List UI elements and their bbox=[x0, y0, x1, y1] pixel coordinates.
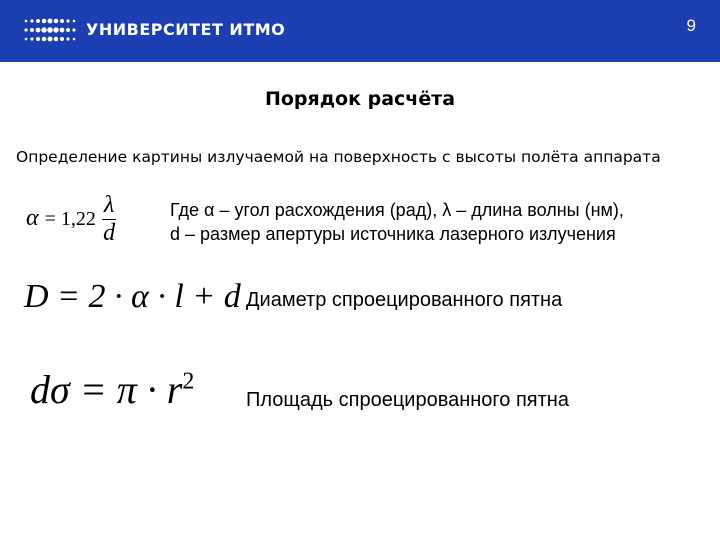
header-bar bbox=[0, 0, 720, 62]
formula-fraction bbox=[102, 192, 116, 247]
description-line-2: d – размер апертуры источника лазерного излучения bbox=[170, 224, 616, 244]
itmo-logo-icon bbox=[22, 15, 78, 45]
slide-title: Порядок расчёта bbox=[264, 88, 456, 110]
university-name: УНИВЕРСИТЕТ ИТМО bbox=[86, 20, 286, 39]
page-number: 9 bbox=[686, 16, 696, 35]
slide-subtitle: Определение картины излучаемой на поверхность с высоты полёта аппарата bbox=[16, 148, 661, 166]
formula-coefficient: = 1,22 bbox=[44, 208, 96, 231]
formula-area-description: Площадь спроецированного пятна bbox=[246, 389, 569, 411]
formula-area-lhs: dσ bbox=[30, 367, 70, 412]
formula-divergence bbox=[26, 192, 116, 247]
description-line-1: Где α – угол расхождения (рад), λ – длина волны (нм), bbox=[170, 200, 624, 220]
formula-area-rhs: = π · r bbox=[79, 367, 183, 412]
fraction-numerator: λ bbox=[103, 192, 115, 218]
fraction-denominator: d bbox=[103, 220, 116, 246]
formula-area-exponent: 2 bbox=[182, 368, 195, 395]
formula-diameter-description: Диаметр спроецированного пятна bbox=[246, 289, 563, 311]
formula-diameter: D = 2 · α · l + d bbox=[24, 278, 241, 315]
formula-area bbox=[30, 366, 194, 413]
formula-alpha: α bbox=[26, 205, 39, 232]
formula-divergence-description bbox=[170, 198, 624, 246]
